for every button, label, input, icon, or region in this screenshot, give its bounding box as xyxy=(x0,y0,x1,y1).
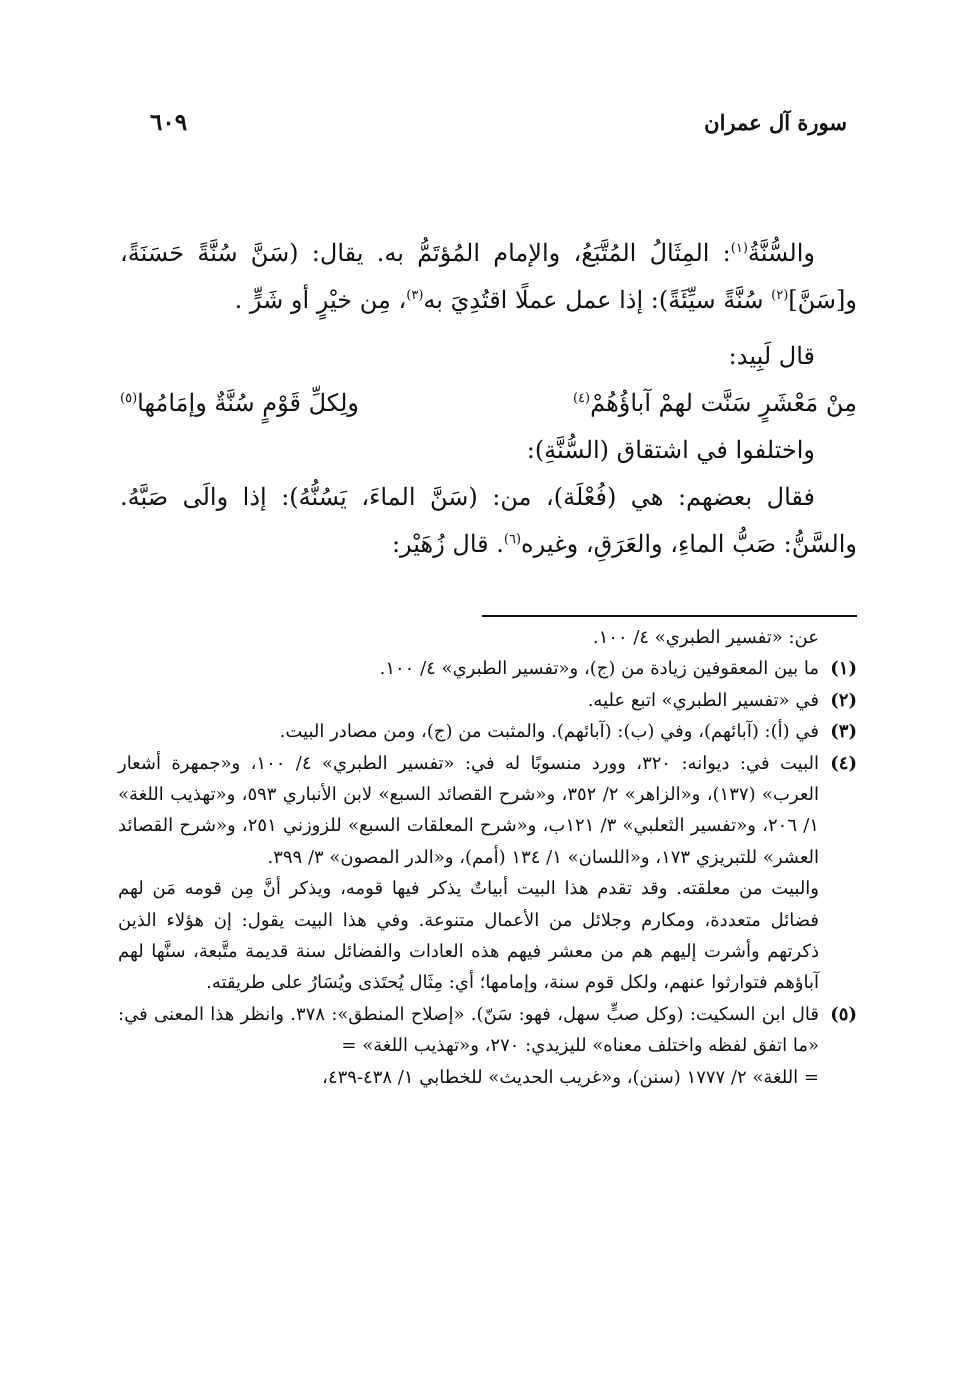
verse-line xyxy=(120,380,857,427)
footnote-text: قال ابن السكيت: (وكل صبٍّ سهل، فهو: سَنّ). «إصلاح المنطق»: ٣٧٨. وانظر هذا المعنى في: «ما اتفق لفظه واختلف معناه» لليزيدي: ٢٧٠، و«تهذيب اللغة» = xyxy=(118,1003,819,1057)
text-run: . قال زُهَيْر: xyxy=(391,530,504,558)
footnote-text: في (أ): (آبائهم)، وفي (ب): (آبائهم). والمثبت من (ج)، ومن مصادر البيت. xyxy=(279,721,819,743)
footnote-2 xyxy=(118,685,857,716)
footnote-separator xyxy=(482,615,857,617)
text-run: والسُّنَّةُ xyxy=(747,239,815,267)
footnote-ref-5[interactable]: (٥) xyxy=(120,391,138,406)
footnote-4 xyxy=(118,748,857,874)
paragraph-definition xyxy=(120,230,857,324)
main-text xyxy=(120,230,857,568)
footnote-number: (١) xyxy=(830,658,857,680)
running-head xyxy=(150,102,847,142)
derivation-heading: واختلفوا في اشتقاق (السُّنَّةِ): xyxy=(526,436,815,464)
footnote-text: في «تفسير الطبري» اتبع عليه. xyxy=(587,689,819,711)
footnote-3 xyxy=(118,716,857,747)
footnote-number: (٢) xyxy=(830,689,857,711)
footnote-number: (٣) xyxy=(830,721,857,743)
footnote-ref-3[interactable]: (٣) xyxy=(406,288,424,303)
footnote-number: (٥) xyxy=(830,1003,857,1025)
verse-text: ولِكلِّ قَوْمٍ سُنَّةٌ وإمَامُها xyxy=(137,389,359,417)
surah-title: سورة آل عمران xyxy=(704,109,847,135)
paragraph-etymology xyxy=(120,474,857,568)
poet-intro: قال لَبِيد: xyxy=(728,342,815,370)
footnote-text: ما بين المعقوفين زيادة من (ج)، و«تفسير الطبري» ٤/ ١٠٠. xyxy=(379,658,819,680)
verse-first-hemistich xyxy=(573,380,857,427)
footnote-5-continuation: = اللغة» ٢/ ١٧٧٧ (سنن)، و«غريب الحديث» للخطابي ١/ ٤٣٨-٤٣٩، xyxy=(322,1066,819,1088)
footnote-ref-6[interactable]: (٦) xyxy=(503,532,522,547)
page-number: ٦٠٩ xyxy=(150,108,188,136)
footnote-carryover: عن: «تفسير الطبري» ٤/ ١٠٠. xyxy=(592,627,819,648)
footnote-ref-4[interactable]: (٤) xyxy=(572,391,591,406)
verse-second-hemistich xyxy=(120,380,359,427)
text-run: فقال بعضهم: هي (فُعْلَة)، من: (سَنَّ الماءَ، يَسُنُّهُ): إذا والَى صَبَّهُ. والسَّنُّ: صَبُّ الماءِ، والعَرَقِ، وغيره xyxy=(120,483,857,558)
footnote-number: (٤) xyxy=(830,752,857,774)
verse-text: مِنْ مَعْشَرٍ سَنَّت لهمْ آباؤُهُمْ xyxy=(590,389,857,417)
text-run: ، مِن خيْرٍ أو شَرٍّ . xyxy=(234,286,407,314)
text-run: : المِثَالُ المُتَّبَعُ، والإمام المُؤتَمُّ به. يقال: (سَنَّ سُنَّةً حَسَنَةً، و[سَنَّ] xyxy=(120,239,857,314)
footnote-ref-2[interactable]: (٢) xyxy=(771,288,789,303)
text-run: سُنَّةً سيِّئَةً): إذا عمل عملًا اقتُدِيَ به xyxy=(423,286,772,314)
footnote-4-commentary: والبيت من معلقته. وقد تقدم هذا البيت أبياتٌ يذكر فيها قومه، ويذكر أنَّ مِن قومه مَن لهم فضائل متعددة، ومكارم وجلائل من الأعمال متنوعة. وفي هذا البيت يقول: إن هؤلاء الذين ذكرتهم وأشرت إليهم هم من معشر فيهم هذه العادات والفضائل سنة قديمة متَّبعة، سنَّها لهم آباؤهم فتوارثوا عنهم، ولكل قوم سنة، وإمامها؛ أي: مِثَال يُحتَذى ويُسَارُ على طريقته. xyxy=(118,878,819,994)
footnote-text: البيت في: ديوانه: ٣٢٠، وورد منسوبًا له في: «تفسير الطبري» ٤/ ١٠٠، و«جمهرة أشعار العرب» (١٣٧)، و«الزاهر» ٢/ ٣٥٢، و«شرح القصائد السبع» لابن الأنباري ٥٩٣، و«تهذيب اللغة» ١/ ٢٠٦، و«تفسير الثعلبي» ٣/ ١٢١ب، و«شرح المعلقات السبع» للزوزني ٢٥١، و«شرح القصائد العشر» للتبريزي ١٧٣، و«اللسان» ١/ ١٣٤ (أمم)، و«الدر المصون» ٣/ ٣٩٩. xyxy=(118,752,819,868)
footnote-1 xyxy=(118,653,857,684)
footnote-ref-1[interactable]: (١) xyxy=(730,241,748,256)
footnotes xyxy=(118,622,857,1093)
footnote-5 xyxy=(118,999,857,1062)
